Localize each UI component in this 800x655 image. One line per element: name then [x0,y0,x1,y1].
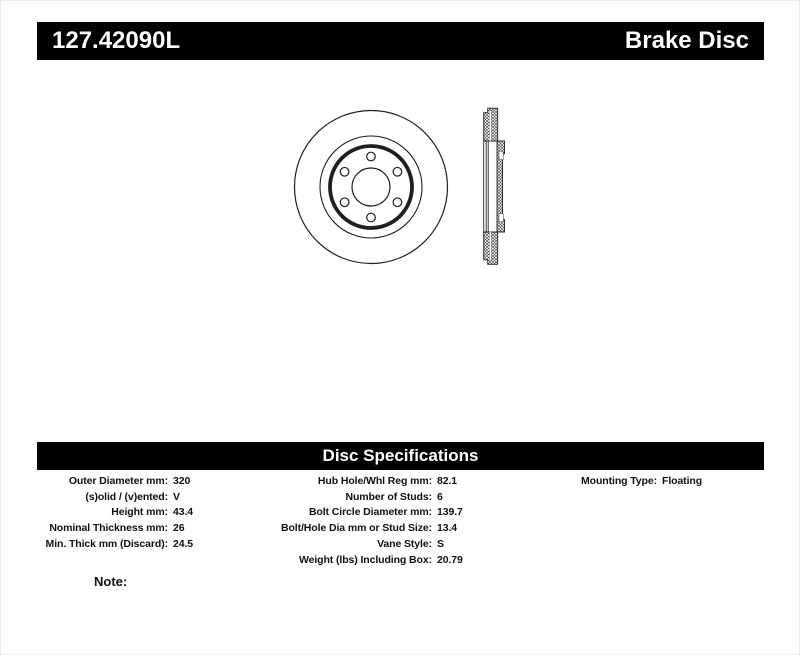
spec-column-right [541,473,702,489]
spec-value: 82.1 [437,474,458,487]
spec-value: 139.7 [437,506,463,519]
spec-section-bar [37,442,764,470]
spec-section-title: Disc Specifications [322,446,479,465]
spec-value: 24.5 [173,537,194,550]
spec-label: Number of Studs: [345,490,432,503]
product-type-title: Brake Disc [624,27,749,54]
spec-value: 26 [173,522,185,535]
spec-row-weight [276,552,463,568]
spec-row-min-thick [38,536,193,552]
spec-value: V [173,490,180,503]
spec-label: Bolt Circle Diameter mm: [308,506,432,519]
brake-disc-front-view [295,111,448,264]
spec-row-solid-vented [38,489,193,505]
spec-label: Height mm: [111,506,168,519]
spec-row-hub-hole [276,473,463,489]
spec-label: Min. Thick mm (Discard): [45,537,168,550]
spec-value: Floating [662,474,703,487]
spec-row-nominal-thickness [38,520,193,536]
spec-row-vane-style [276,536,463,552]
spec-label: Outer Diameter mm: [68,474,168,487]
spec-column-left [38,473,193,552]
spec-value: 320 [173,474,191,487]
spec-value: 6 [437,490,443,503]
part-number: 127.42090L [52,27,181,54]
spec-label: Vane Style: [377,537,432,550]
spec-row-outer-diameter [38,473,193,489]
note-label: Note: [94,574,128,589]
spec-label: Nominal Thickness mm: [49,522,168,535]
spec-row-mounting-type [541,473,702,489]
spec-label: Weight (lbs) Including Box: [298,553,432,566]
spec-value: 43.4 [173,506,194,519]
spec-label: Hub Hole/Whl Reg mm: [317,474,432,487]
spec-label: Mounting Type: [581,474,657,487]
spec-row-bolt-circle-diameter [276,505,463,521]
spec-row-number-of-studs [276,489,463,505]
spec-value: S [437,537,444,550]
spec-value: 13.4 [437,522,458,535]
spec-label: Bolt/Hole Dia mm or Stud Size: [280,522,432,535]
spec-value: 20.79 [437,553,463,566]
spec-label: (s)olid / (v)ented: [85,490,168,503]
spec-row-bolt-hole-dia [276,520,463,536]
spec-column-middle [276,473,463,568]
brake-disc-side-view [484,108,505,264]
spec-row-height [38,505,193,521]
